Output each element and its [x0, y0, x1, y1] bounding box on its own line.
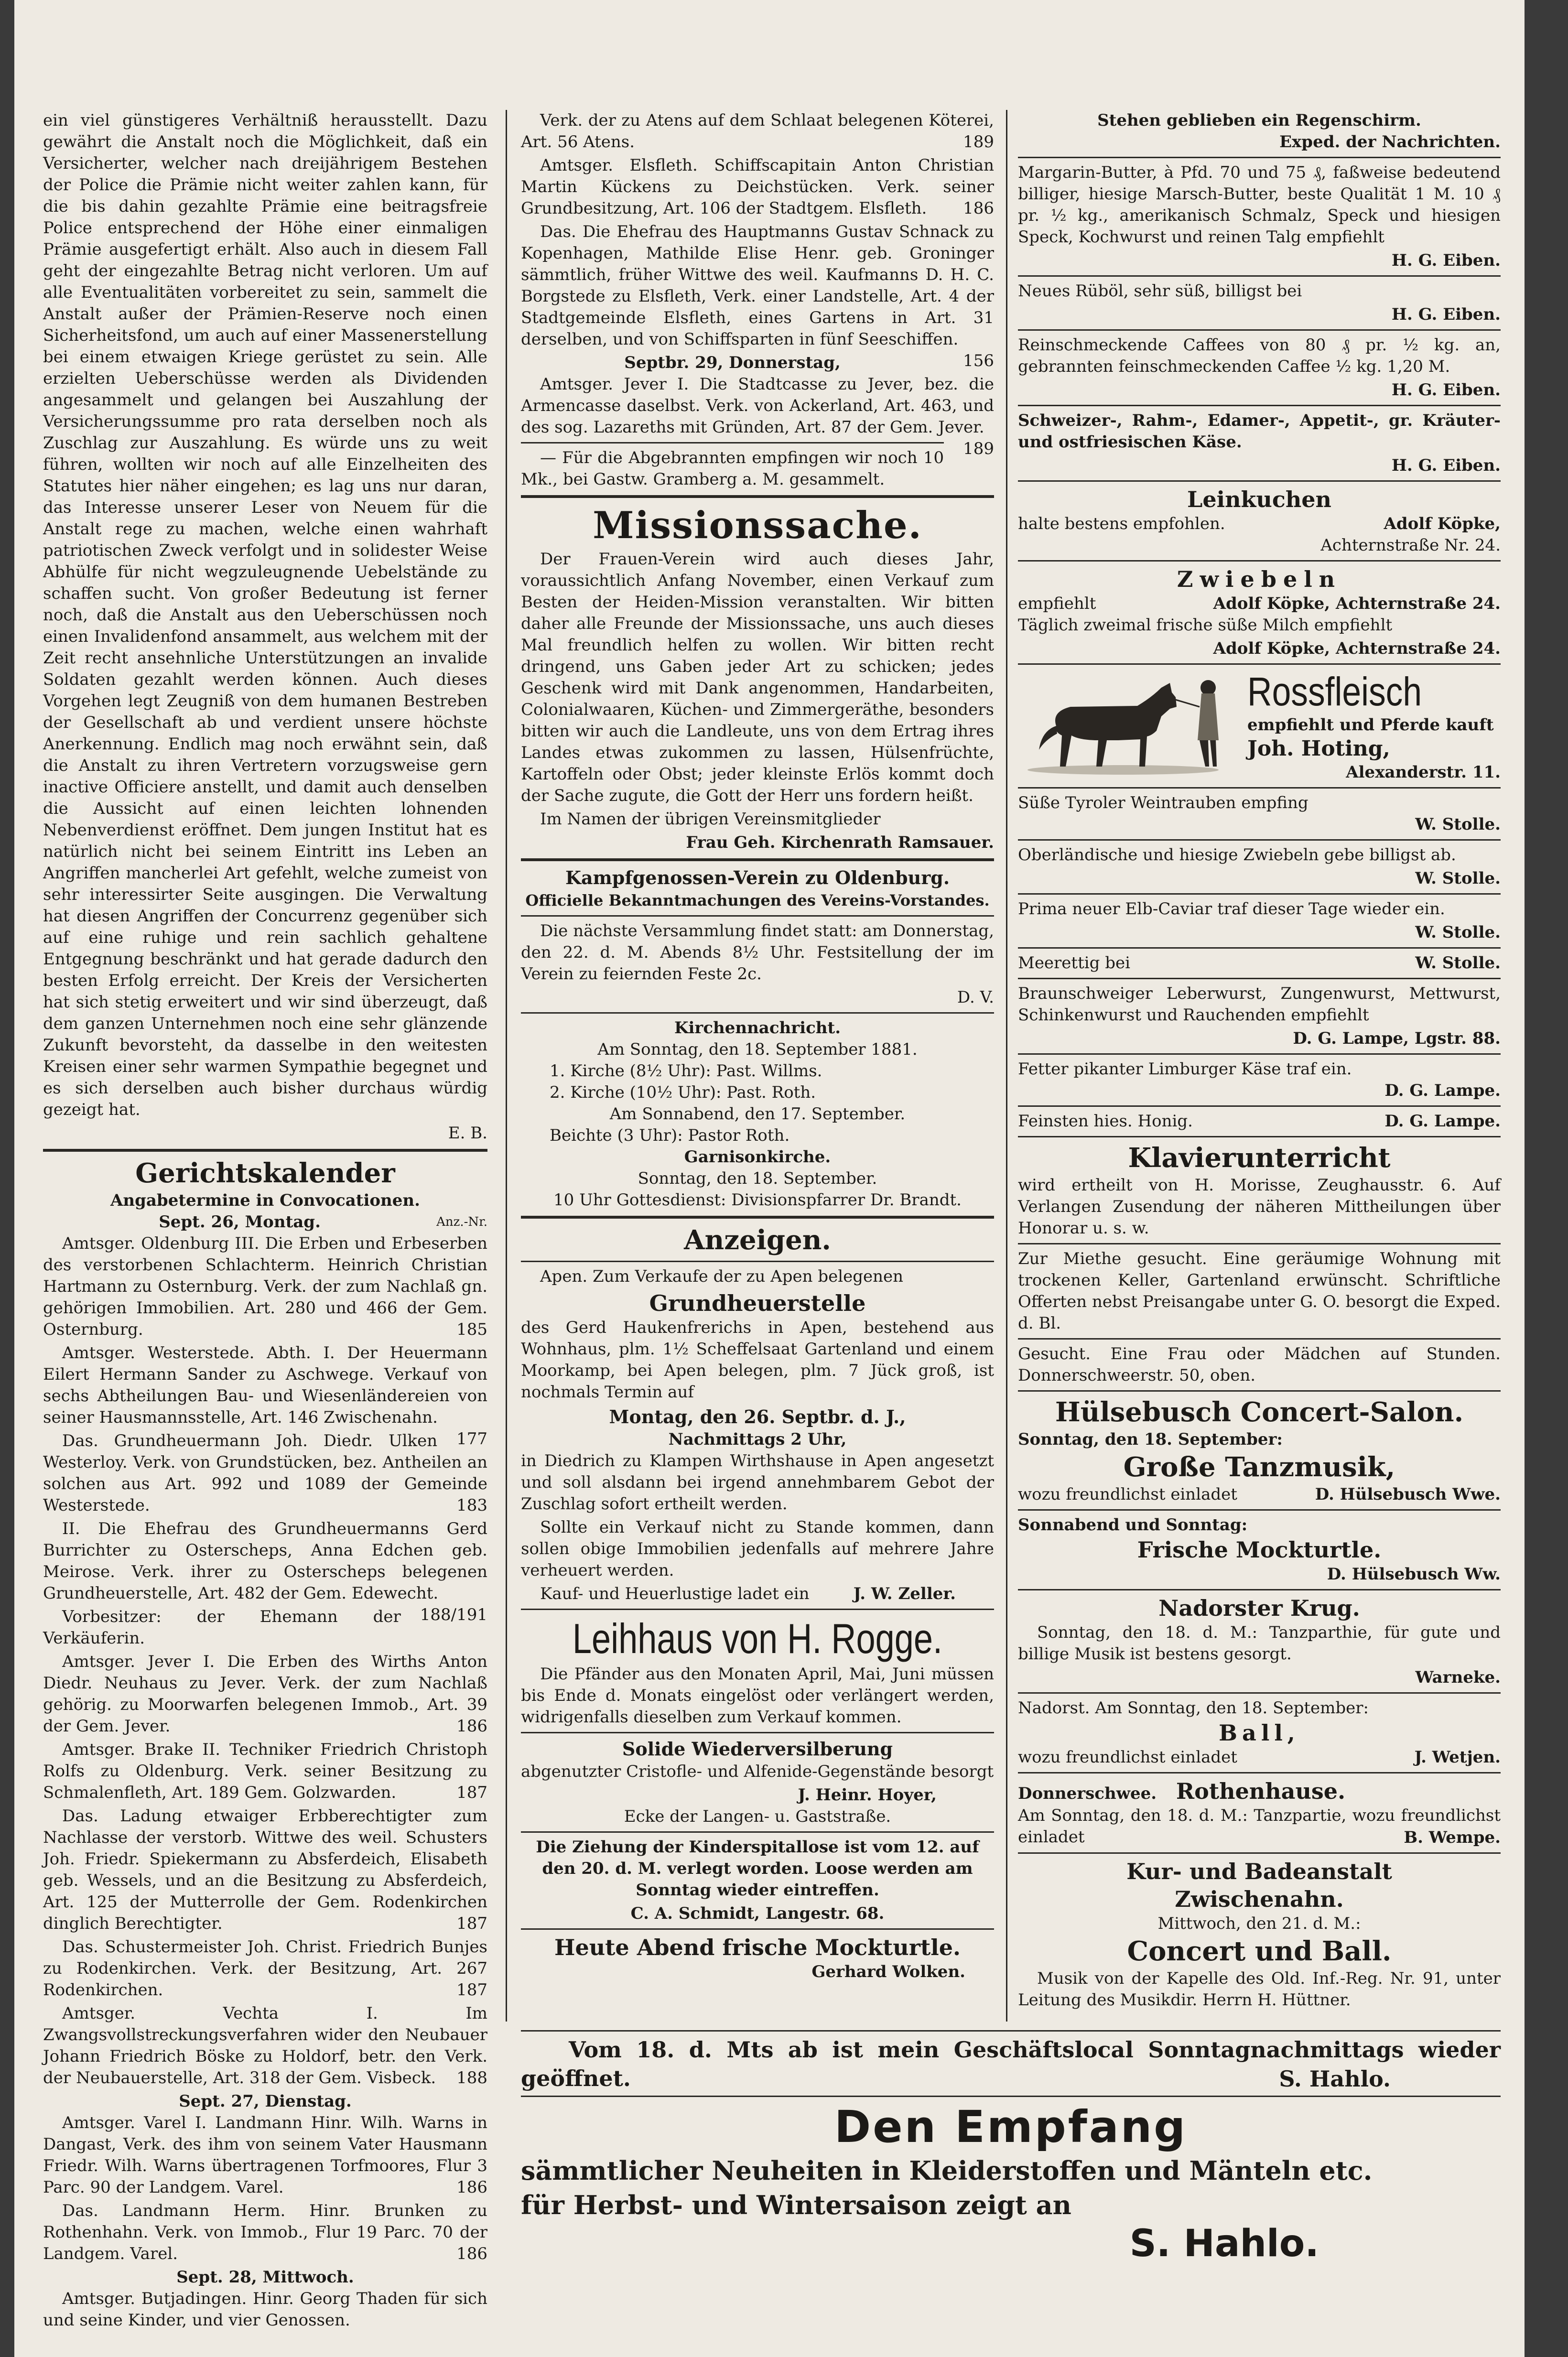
- divider: [521, 1012, 994, 1014]
- mockturtle-headline: Frische Mockturtle.: [1137, 1537, 1382, 1563]
- divider: [1018, 1772, 1501, 1773]
- apen-closing: [521, 1583, 994, 1605]
- court-entry: [521, 155, 994, 219]
- divider: [1018, 787, 1501, 789]
- mission-title: Missionssache.: [593, 504, 922, 547]
- spa-date: Mittwoch, den 21. d. M.:: [1157, 1914, 1361, 1933]
- concert-salon-title: Hülsebusch Concert-Salon.: [1055, 1396, 1464, 1428]
- horseradish-row: [1018, 952, 1501, 974]
- court-entry: [43, 2003, 487, 2089]
- grapes-ad: Süße Tyroler Weintrauben empfing: [1018, 793, 1308, 812]
- donnerschwee-signature: B. Wempe.: [1404, 1828, 1501, 1847]
- eiben-signature-2: H. G. Eiben.: [1391, 305, 1501, 324]
- horsemeat-title: Rossfleisch: [1247, 669, 1422, 714]
- ball-row: [1018, 1747, 1501, 1768]
- court-entry-number: 186: [456, 1717, 487, 1736]
- divider: [1018, 1243, 1501, 1244]
- court-entry: [43, 1936, 487, 2001]
- court-entry-number: 186: [963, 199, 994, 218]
- court-entry-number: 187: [456, 1980, 487, 2000]
- lottery-notice: Die Ziehung der Kinderspitallose ist vom 12. auf den 20. d. M. verlegt worden. Loose werden am Sonntag wieder eintreffen.: [536, 1838, 979, 1900]
- rothenhause-title: Rothenhause.: [1176, 1778, 1346, 1804]
- court-entry-text: Amtsger. Westerstede. Abth. I. Der Heuermann Eilert Hermann Sander zu Aschwege. Verkauf von sechs Abtheilungen Bau- und Wiesenländereien von seiner Hausmannsstelle, Art. 146 Zwischenahn.: [43, 1343, 487, 1427]
- eiben-signature-1: H. G. Eiben.: [1391, 251, 1501, 270]
- court-entry-text: Amtsger. Butjadingen. Hinr. Georg Thaden für sich und seine Kinder, und vier Genossen.: [43, 2289, 487, 2330]
- donnerschwee-place: Donnerschwee.: [1018, 1784, 1157, 1803]
- horsemeat-signature: Joh. Hoting,: [1247, 736, 1390, 761]
- court-entry-text: Das. Schustermeister Joh. Christ. Friedrich Bunjes zu Rodenkirchen. Verk. der Besitzung, Art. 267 Rodenkirchen.: [43, 1937, 487, 2000]
- nadorst-ball-date: Nadorst. Am Sonntag, den 18. September:: [1018, 1698, 1369, 1718]
- divider: [521, 1732, 994, 1733]
- divider: [1018, 1390, 1501, 1392]
- ball-text: wozu freundlichst einladet: [1018, 1748, 1237, 1767]
- silvering-address: Ecke der Langen- u. Gaststraße.: [624, 1807, 891, 1826]
- court-entry-text: Amtsger. Varel I. Landmann Hinr. Wilh. Warns in Dangast, Verk. des ihm von seinem Vater Hausmann Friedr. Wilh. Warns übertragenen Torfmoores, Flur 3 Parc. 90 der Landgem. Varel.: [43, 2113, 487, 2197]
- court-date-28: Sept. 28, Mittwoch.: [176, 2268, 354, 2287]
- court-entry-text: II. Die Ehefrau des Grundheuermanns Gerd Burrichter zu Osterscheps, Anna Edchen geb. Meirose. Verk. ihrer zu Osterscheps belegenen Grundheuerstelle, Art. 482 der Gem. Edewecht.: [43, 1519, 487, 1603]
- column-1: [43, 110, 487, 2333]
- lampe-signature-3: D. G. Lampe.: [1384, 1112, 1501, 1131]
- nadorst-inn-title: Nadorster Krug.: [1158, 1595, 1360, 1621]
- hahlo-signature-1: S. Hahlo.: [1279, 2066, 1391, 2092]
- umbrella-notice: Stehen geblieben ein Regenschirm.: [1097, 111, 1421, 130]
- concert-salon-text: wozu freundlichst einladet: [1018, 1485, 1237, 1504]
- court-entry: [43, 2112, 487, 2198]
- mockturtle-days: Sonnabend und Sonntag:: [1018, 1515, 1248, 1535]
- concert-salon-row: [1018, 1484, 1501, 1505]
- apen-text-2: in Diedrich zu Klampen Wirthshause in Apen angesetzt und soll alsdann bei irgend annehmbarem Gebot der Zuschlag sofort ertheilt werden.: [521, 1451, 994, 1514]
- court-entry-text: Amtsger. Jever I. Die Erben des Wirths Anton Diedr. Neuhaus zu Jever. Verk. der zum Nachlaß gehörig. zu Moorwarfen belegenen Immob., Art. 39 der Gem. Jever.: [43, 1652, 487, 1736]
- donnerschwee-row: [1018, 1777, 1501, 1805]
- court-entries-28: [43, 2288, 487, 2331]
- apen-text-3: Sollte ein Verkauf nicht zu Stande kommen, dann sollen obige Immobilien jedenfalls auf mehrere Jahre verheuert werden.: [521, 1518, 994, 1580]
- margarine-ad: Margarin-Butter, à Pfd. 70 und 75 ₰, faßweise bedeutend billiger, hiesige Marsch-Butter, beste Qualität 1 M. 10 ₰ pr. ½ kg., amerikanisch Schmalz, Speck und hiesigen Speck, Kochwurst und reinen Talg empfiehlt: [1018, 163, 1501, 247]
- pawnshop-text: Die Pfänder aus den Monaten April, Mai, Juni müssen bis Ende d. Monats eingelöst oder verlängert werden, widrigenfalls dieselben zum Verkauf kommen.: [521, 1665, 994, 1727]
- hahlo-opening-notice: Vom 18. d. Mts ab ist mein Geschäftslocal Sonntagnachmittags wieder geöffnet.: [521, 2037, 1501, 2091]
- onions-title: Zwiebeln: [1177, 566, 1342, 592]
- mission-text: Der Frauen-Verein wird auch dieses Jahr, voraussichtlich Anfang November, einen Verkauf zum Besten der Heiden-Mission veranstalten. Wir bitten daher alle Freunde der Missionssache, uns auch dieses Mal freundlich helfen zu wollen. Wir bitten recht dringend, uns Gaben jeder Art zu schicken; jedes Geschenk wird mit Dank angenommen, Handarbeiten, Colonialwaaren, Küchen- und Zimmergeräthe, besonders bitten wir auch die Landleute, uns von dem Ertrag ihres Landes etwas zukommen zu lassen, Hülsenfrüchte, Kartoffeln oder Obst; jeder kleinste Erlös kommt doch der Sache zugute, die Gott der Herr uns fordern heißt.: [521, 550, 994, 805]
- divider: [1018, 329, 1501, 331]
- court-entry-number: 183: [456, 1496, 487, 1515]
- apen-date: Montag, den 26. Septbr. d. J.,: [609, 1406, 906, 1427]
- garrison-church-service: 10 Uhr Gottesdienst: Divisionspfarrer Dr. Brandt.: [553, 1190, 962, 1210]
- divider: [1018, 560, 1501, 562]
- court-entry-text: Vorbesitzer: der Ehemann der Verkäuferin.: [43, 1607, 401, 1648]
- eiben-signature-3: H. G. Eiben.: [1391, 380, 1501, 400]
- divider: [1018, 405, 1501, 406]
- court-entry-jever-number: 189: [963, 439, 994, 458]
- veterans-subtitle: Officielle Bekanntmachungen des Vereins-Vorstandes.: [525, 891, 990, 909]
- divider: [1018, 663, 1501, 665]
- church-confession: Beichte (3 Uhr): Pastor Roth.: [550, 1126, 790, 1145]
- mission-closing: Im Namen der übrigen Vereinsmitglieder: [540, 810, 881, 829]
- divider: [1018, 978, 1501, 979]
- spa-text: Musik von der Kapelle des Old. Inf.-Reg. Nr. 91, unter Leitung des Musikdir. Herrn H. Hüttner.: [1018, 1969, 1501, 2010]
- stolle-signature-4: W. Stolle.: [1415, 953, 1501, 973]
- silvering-text: abgenutzter Cristofle- und Alfenide-Gegenstände besorgt: [521, 1762, 994, 1781]
- divider: [1018, 1509, 1501, 1511]
- horsemeat-text-block: [1243, 669, 1501, 783]
- horseradish-ad: Meerettig bei: [1018, 953, 1130, 973]
- church-service-2: 2. Kirche (10½ Uhr): Past. Roth.: [550, 1083, 816, 1102]
- divider: [1018, 839, 1501, 841]
- nadorst-inn-signature: Warneke.: [1415, 1668, 1501, 1687]
- divider: [1018, 947, 1501, 949]
- court-entry-text: Das. Grundheuermann Joh. Diedr. Ulken Westerloy. Verk. von Grundstücken, bez. Antheilen an solchen aus Art. 992 und 1089 der Gemeinde Westerstede.: [43, 1431, 487, 1515]
- stolle-signature-3: W. Stolle.: [1415, 923, 1501, 942]
- stolle-signature-1: W. Stolle.: [1415, 815, 1501, 834]
- mockturtle-salon-signature: D. Hülsebusch Ww.: [1327, 1565, 1501, 1584]
- horsemeat-ad: [1018, 669, 1501, 783]
- court-date-27: Sept. 27, Dienstag.: [179, 2092, 352, 2111]
- court-entry-text: Das. Ladung etwaiger Erbberechtigter zum Nachlasse der verstorb. Wittwe des weil. Schusters Joh. Friedr. Spiekermann zu Absferdeich, Elisabeth geb. Wessels, und an die Besitzung zu Absferdeich, Art. 125 der Mutterrolle der Gem. Rodenkirchen dinglich Berechtigter.: [43, 1806, 487, 1933]
- honey-ad: Feinsten hies. Honig.: [1018, 1112, 1193, 1131]
- column-3: [1018, 110, 1501, 2013]
- lampe-signature-1: D. G. Lampe, Lgstr. 88.: [1293, 1029, 1501, 1048]
- divider: [1018, 1338, 1501, 1340]
- koepke-address-2: Adolf Köpke, Achternstraße 24.: [1213, 594, 1501, 613]
- divider: [1018, 1692, 1501, 1694]
- horsemeat-text: empfiehlt und Pferde kauft: [1247, 715, 1494, 735]
- court-entry: [43, 1739, 487, 1804]
- court-entry: [521, 110, 994, 153]
- court-entry-text: Das. Landmann Herm. Hinr. Brunken zu Rothenhahn. Verk. von Immob., Flur 19 Parc. 70 der Landgem. Varel.: [43, 2201, 487, 2263]
- divider: [521, 495, 994, 498]
- divider: [521, 1216, 994, 1219]
- column-rule-2: [1006, 110, 1007, 2022]
- court-entry-number: 189: [963, 132, 994, 151]
- divider: [1018, 157, 1501, 158]
- koepke-address-1: Achternstraße Nr. 24.: [1320, 536, 1501, 555]
- church-date: Am Sonntag, den 18. September 1881.: [597, 1040, 918, 1059]
- insurance-article: ein viel günstigeres Verhältniß herausstellt. Dazu gewährt die Anstalt noch die Möglichkeit, daß ein Versicherter, welcher nach dreijährigem Bestehen der Police die Prämie nicht weiter zahlen kann, für die bis dahin gezahlte Prämie eine beitragsfreie Police entsprechend der Höhe einer einmaligen Prämie ausgefertigt erhält. Also auch in diesem Fall geht der eingezahlte Betrag nicht verloren. Um auf alle Eventualitäten vorbereitet zu sein, sammelt die Anstalt außer der Prämien-Reserve noch einen Sicherheitsfond, um auch auf einer Massenerstellung bei einem etwaigen Kriege gerüstet zu sein. Alle erzielten Ueberschüsse werden als Dividenden angesammelt und gelangen bei Auszahlung der Versicherungssumme pro rata derselben noch als Zuschlag zur Auszahlung. Es würde uns zu weit führen, wollten wir noch auf alle Einzelheiten des Statutes hier näher eingehen; es lag uns nur daran, das Interesse unserer Leser von Neuem für die Anstalt rege zu machen, welche einen wahrhaft patriotischen Zweck verfolgt und in solidester Weise Abhülfe für nicht wegzuleugnende Uebelstände zu schaffen sucht. Von großer Bedeutung ist ferner noch, daß die Anstalt aus den Ueberschüssen noch einen Invalidenfond ansammelt, aus welchem mit der Zeit recht ansehnliche Unterstützungen an invalide Soldaten gezahlt werden können. Auch dieses Vorgehen legt Zeugniß von dem humanen Bestreben der Gesellschaft ab und verdient unsere höchste Anerkennung. Endlich mag noch erwähnt sein, daß die Anstalt zu ihren Vertretern vorzugsweise gern inactive Officiere anstellt, und damit auch denselben die Aussicht auf einen leichten lohnenden Nebenverdienst eröffnet. Dem jungen Institut hat es natürlich nicht bei seinem Eintritt ins Leben an Angriffen mancherlei Art gefehlt, welche zumeist von sehr interessirter Seite ausgingen. Die Verwaltung hat diesen Angriffen der Concurrenz gegenüber sich auf eine ruhige und rein sachlich gehaltene Entgegnung beschränkt und hat gerade dadurch den besten Erfolg erreicht. Der Kreis der Versicherten hat sich stetig erweitert und wir sind überzeugt, daß dem ganzen Unternehmen noch eine sehr glänzende Zukunft bevorsteht, da dasselbe in den weitesten Kreisen einer sehr warmen Sympathie begegnet und es sich derselben auch bisher durchaus würdig gezeigt hat.: [43, 111, 487, 1119]
- koepke-address-3: Adolf Köpke, Achternstraße 24.: [1213, 639, 1501, 658]
- court-entry: [43, 1518, 487, 1624]
- help-wanted-ad: Gesucht. Eine Frau oder Mädchen auf Stunden. Donnerschweerstr. 50, oben.: [1018, 1344, 1501, 1385]
- court-date-26: [43, 1211, 487, 1233]
- onions-text: empfiehlt: [1018, 594, 1096, 613]
- court-entry-number: 187: [456, 1914, 487, 1933]
- eiben-signature-4: H. G. Eiben.: [1391, 456, 1501, 475]
- divider: [521, 1609, 994, 1610]
- newspaper-page: [14, 0, 1525, 2357]
- divider: [521, 1928, 994, 1930]
- court-entry-text: Verk. der zu Atens auf dem Schlaat belegenen Köterei, Art. 56 Atens.: [521, 111, 994, 151]
- ball-signature: J. Wetjen.: [1414, 1748, 1501, 1767]
- milk-ad: Täglich zweimal frische süße Milch empfiehlt: [1018, 616, 1393, 635]
- court-entry-number: 186: [456, 2244, 487, 2263]
- mockturtle-signature: Gerhard Wolken.: [811, 1962, 965, 1981]
- divider: [1018, 1136, 1501, 1137]
- koepke-signature-1: Adolf Köpke,: [1384, 514, 1501, 533]
- court-date-26-label: Sept. 26, Montag.: [159, 1212, 321, 1232]
- linseed-cake-text-row: [1018, 513, 1501, 535]
- divider: [1018, 893, 1501, 895]
- linseed-cake-title: Leinkuchen: [1187, 487, 1331, 512]
- bottom-ads: [521, 2026, 1501, 2265]
- article-signature: E. B.: [448, 1124, 487, 1143]
- court-entry-jever: [521, 374, 994, 458]
- number-column-label: Anz.-Nr.: [436, 1215, 487, 1229]
- court-entry-number: 188: [456, 2068, 487, 2087]
- veterans-title: Kampfgenossen-Verein zu Oldenburg.: [565, 867, 950, 888]
- court-entry-text: Das. Die Ehefrau des Hauptmanns Gustav Schnack zu Kopenhagen, Mathilde Elise Henr. geb. Groninger sämmtlich, früher Wittwe des weil. Kaufmanns D. H. C. Borgstede zu Elsfleth, Verk. einer Landstelle, Art. 4 der Stadtgemeinde Elsfleth, eines Gartens in Art. 31 derselben, und von Schiffsparten in fünf Seeschiffen.: [521, 222, 994, 349]
- apen-headline: Grundheuerstelle: [649, 1290, 866, 1316]
- divider: [521, 442, 944, 443]
- church-title: Kirchennachricht.: [674, 1018, 841, 1038]
- divider: [1018, 1589, 1501, 1590]
- court-calendar-title: Gerichtskalender: [135, 1157, 395, 1189]
- spa-title: Kur- und Badeanstalt: [1126, 1859, 1392, 1884]
- court-entries-26: [43, 1233, 487, 2089]
- court-entry-text: Amtsger. Vechta I. Im Zwangsvollstreckungsverfahren wider den Neubauer Johann Friedrich Böske zu Holdorf, betr. den Verk. der Neubauerstelle, Art. 318 der Gem. Visbeck.: [43, 2004, 487, 2087]
- limburger-ad: Fetter pikanter Limburger Käse traf ein.: [1018, 1060, 1352, 1079]
- honey-row: [1018, 1111, 1501, 1132]
- coffee-ad: Reinschmeckende Caffees von 80 ₰ pr. ½ kg. an, gebrannten feinschmeckenden Caffee ½ kg. 1,20 M.: [1018, 335, 1501, 376]
- court-entry: [43, 1342, 487, 1449]
- apen-intro: Apen. Zum Verkaufe der zu Apen belegenen: [540, 1267, 904, 1286]
- piano-lessons-title: Klavierunterricht: [1128, 1142, 1391, 1174]
- veterans-signature: D. V.: [957, 988, 994, 1007]
- reception-line-1: sämmtlicher Neuheiten in Kleiderstoffen und Mänteln etc.: [521, 2155, 1373, 2186]
- court-entry-number: 186: [456, 2178, 487, 2197]
- concert-salon-signature: D. Hülsebusch Wwe.: [1315, 1485, 1501, 1504]
- court-entry-text: Amtsger. Oldenburg III. Die Erben und Erbeserben des verstorbenen Schlachterm. Heinrich Christian Hartmann zu Osternburg. Verk. der zum Nachlaß gn. gehörigen Immobilien. Art. 280 und 466 der Gem. Osternburg.: [43, 1234, 487, 1339]
- linseed-cake-text: halte bestens empfohlen.: [1018, 514, 1225, 533]
- divider: [1018, 480, 1501, 482]
- court-entry: [43, 1806, 487, 1935]
- court-entries-27: [43, 2112, 487, 2265]
- divider: [43, 1149, 487, 1152]
- veterans-text: Die nächste Versammlung findet statt: am Donnerstag, den 22. d. M. Abends 8½ Uhr. Festsitellung der im Verein zu feiernden Feste 2c.: [521, 921, 994, 984]
- horsemeat-address: Alexanderstr. 11.: [1346, 763, 1501, 782]
- apen-text: des Gerd Haukenfrerichs in Apen, bestehend aus Wohnhaus, plm. 1½ Scheffelsaat Gartenland und einem Moorkamp, bei Apen belegen, plm. 7 Jück groß, ist nochmals Termin auf: [521, 1318, 994, 1402]
- cheese-ad: Schweizer-, Rahm-, Edamer-, Appetit-, gr. Kräuter- und ostfriesischen Käse.: [1018, 411, 1501, 452]
- caviar-ad: Prima neuer Elb-Caviar traf dieser Tage wieder ein.: [1018, 899, 1445, 919]
- pawnshop-title: Leihhaus von H. Rogge.: [572, 1615, 943, 1662]
- divider: [521, 2096, 1501, 2097]
- court-date-29: Septbr. 29, Donnerstag,: [624, 353, 841, 372]
- court-calendar-subtitle: Angabetermine in Convocationen.: [110, 1191, 420, 1210]
- sausage-ad: Braunschweiger Leberwurst, Zungenwurst, Mettwurst, Schinkenwurst und Rauchenden empfiehlt: [1018, 984, 1501, 1025]
- divider: [521, 1831, 994, 1833]
- court-entry-number: 185: [456, 1320, 487, 1339]
- divider: [521, 915, 994, 917]
- divider: [521, 2030, 1501, 2032]
- court-entry: [43, 1233, 487, 1341]
- reception-line-2: für Herbst- und Wintersaison zeigt an: [521, 2190, 1071, 2220]
- rapeseed-oil-ad: Neues Rüböl, sehr süß, billigst bei: [1018, 281, 1302, 301]
- court-entry-number: 177: [456, 1429, 487, 1449]
- court-entry: [43, 2200, 487, 2265]
- ball-headline: Ball,: [1219, 1720, 1300, 1746]
- church-service-1: 1. Kirche (8½ Uhr): Past. Willms.: [550, 1061, 822, 1081]
- apen-time: Nachmittags 2 Uhr,: [668, 1430, 847, 1449]
- onions-text-row: [1018, 593, 1501, 615]
- court-entry: [43, 1430, 487, 1516]
- onions-ad-2: Oberländische und hiesige Zwiebeln gebe billigst ab.: [1018, 845, 1456, 865]
- spa-headline: Concert und Ball.: [1127, 1935, 1392, 1967]
- court-entry: [43, 1651, 487, 1737]
- court-entry-jever-text: Amtsger. Jever I. Die Stadtcasse zu Jever, bez. die Armencasse daselbst. Verk. von Ackerland, Art. 463, und des sog. Lazareths mit Gründen, Art. 87 der Gem. Jever.: [521, 375, 994, 437]
- hahlo-signature-2: S. Hahlo.: [1129, 2222, 1319, 2265]
- lottery-signature: C. A. Schmidt, Langestr. 68.: [630, 1904, 885, 1923]
- court-entry-number: 187: [456, 1783, 487, 1802]
- fire-victims-notice: — Für die Abgebrannten empfingen wir noch 10 Mk., bei Gastw. Gramberg a. M. gesammelt.: [521, 448, 944, 489]
- horse-illustration-icon: [1018, 669, 1243, 778]
- silvering-title: Solide Wiederversilberung: [622, 1738, 893, 1760]
- court-entry-text: Amtsger. Elsfleth. Schiffscapitain Anton Christian Martin Kückens zu Deichstücken. Verk. seiner Grundbesitzung, Art. 106 der Stadtgem. Elsfleth.: [521, 156, 994, 218]
- divider: [1018, 1053, 1501, 1055]
- umbrella-signature: Exped. der Nachrichten.: [1279, 132, 1501, 151]
- concert-salon-date: Sonntag, den 18. September:: [1018, 1430, 1283, 1449]
- stolle-signature-2: W. Stolle.: [1415, 869, 1501, 888]
- church-saturday: Am Sonnabend, den 17. September.: [609, 1104, 906, 1124]
- court-entry: [43, 2288, 487, 2331]
- garrison-church-date: Sonntag, den 18. September.: [638, 1169, 877, 1188]
- dance-music-headline: Große Tanzmusik,: [1123, 1451, 1395, 1483]
- divider: [1018, 1105, 1501, 1107]
- divider: [521, 1261, 994, 1262]
- column-2: [521, 110, 994, 1983]
- court-entry-number: 156: [963, 351, 994, 370]
- divider: [1018, 275, 1501, 277]
- court-entry-text: Amtsger. Brake II. Techniker Friedrich Christoph Rolfs zu Oldenburg. Verk. seiner Besitzung zu Schmalenfleth, Art. 189 Gem. Golzwarden.: [43, 1740, 487, 1802]
- mission-signature: Frau Geh. Kirchenrath Ramsauer.: [686, 833, 994, 852]
- apen-signature: J. W. Zeller.: [853, 1584, 956, 1603]
- garrison-church-title: Garnisonkirche.: [684, 1147, 831, 1167]
- spa-title-place: Zwischenahn.: [1175, 1886, 1344, 1912]
- nadorst-inn-text: Sonntag, den 18. d. M.: Tanzparthie, für gute und billige Musik ist bestens gesorgt.: [1018, 1623, 1501, 1664]
- mockturtle-title: Heute Abend frische Mockturtle.: [554, 1935, 961, 1960]
- lampe-signature-2: D. G. Lampe.: [1384, 1081, 1501, 1100]
- divider: [1018, 1852, 1501, 1854]
- reception-headline: Den Empfang: [834, 2101, 1188, 2152]
- donnerschwee-text: Am Sonntag, den 18. d. M.: Tanzpartie, wozu freundlichst einladet: [1018, 1806, 1501, 1847]
- court-entry-number: 188/191: [420, 1605, 487, 1624]
- divider: [521, 858, 994, 861]
- column-rule-1: [506, 110, 507, 2022]
- silvering-signature: J. Heinr. Hoyer,: [798, 1785, 937, 1805]
- piano-lessons-text: wird ertheilt von H. Morisse, Zeughausstr. 6. Auf Verlangen Zusendung der näheren Mittheilungen über Honorar u. s. w.: [1018, 1176, 1501, 1238]
- ads-title: Anzeigen.: [684, 1224, 831, 1256]
- apen-closing-text: Kauf- und Heuerlustige ladet ein: [540, 1584, 810, 1603]
- apartment-wanted-ad: Zur Miethe gesucht. Eine geräumige Wohnung mit trockenen Keller, Gartenland erwünscht. Schriftliche Offerten nebst Preisangabe unter G. O. besorgt die Exped. d. Bl.: [1018, 1249, 1501, 1333]
